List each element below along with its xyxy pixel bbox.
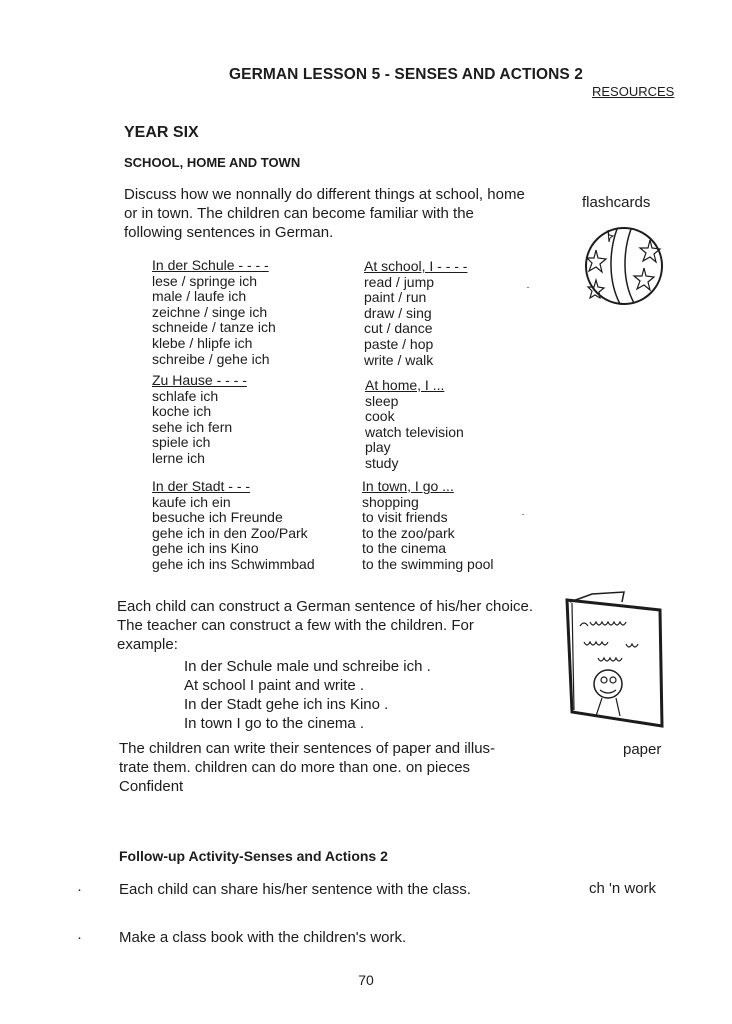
- vocab-line: spiele ich: [152, 434, 211, 451]
- example-sentences: [184, 657, 431, 733]
- resource-flashcards: flashcards: [582, 194, 651, 211]
- home-german-column: [152, 373, 247, 467]
- vocab-line: to the zoo/park: [362, 524, 455, 541]
- vocab-line: sleep: [365, 392, 399, 409]
- year-heading: YEAR SIX: [124, 124, 199, 141]
- book-icon: [562, 590, 672, 730]
- scan-speck: [527, 287, 529, 288]
- vocab-line: lerne ich: [152, 449, 205, 466]
- vocab-line: lese / springe ich: [152, 272, 258, 289]
- vocab-line: to the swimming pool: [362, 555, 494, 572]
- example-sentence: In town I go to the cinema .: [184, 715, 365, 732]
- example-sentence: In der Schule male und schreibe ich .: [184, 658, 431, 675]
- vocab-line: klebe / hlipfe ich: [152, 334, 253, 351]
- page-number: 70: [358, 972, 374, 988]
- town-german-column: [152, 479, 315, 573]
- vocab-line: shopping: [362, 493, 419, 510]
- town-german-heading: In der Stadt - - -: [152, 478, 251, 494]
- vocab-line: gehe ich ins Schwimmbad: [152, 555, 315, 572]
- school-german-column: [152, 258, 276, 367]
- school-german-heading: In der Schule - - - -: [152, 257, 269, 273]
- vocab-line: paint / run: [364, 289, 427, 306]
- vocab-line: cook: [365, 408, 395, 425]
- construct-paragraph: Each child can construct a German sentence of his/her choice. The teacher can construct a few with the children. For example:: [117, 598, 534, 653]
- vocab-line: koche ich: [152, 403, 212, 420]
- write-paragraph: [119, 739, 549, 796]
- vocab-line: study: [365, 454, 399, 471]
- section-subheading: SCHOOL, HOME AND TOWN: [124, 155, 301, 170]
- followup-item: Make a class book with the children's work.: [119, 929, 407, 946]
- school-english-column: [364, 259, 467, 368]
- vocab-line: schlafe ich: [152, 387, 219, 404]
- paragraph-line: The children can write their sentences of paper and illus-: [119, 740, 496, 757]
- ball-icon: [584, 226, 664, 306]
- vocab-line: schreibe / gehe ich: [152, 350, 270, 367]
- vocab-line: gehe ich ins Kino: [152, 540, 259, 557]
- town-english-column: [362, 479, 494, 573]
- vocab-line: write / walk: [364, 351, 434, 368]
- town-english-heading: In town, I go ...: [362, 478, 454, 494]
- scan-speck: [522, 514, 524, 515]
- bullet-dot: ·: [77, 929, 82, 946]
- followup-item: Each child can share his/her sentence with the class.: [119, 881, 471, 898]
- home-german-heading: Zu Hause - - - -: [152, 372, 247, 388]
- vocab-line: sehe ich fern: [152, 418, 233, 435]
- vocab-line: read / jump: [364, 273, 435, 290]
- vocab-line: to the cinema: [362, 540, 447, 557]
- vocab-line: watch television: [365, 423, 464, 440]
- resource-paper: paper: [623, 741, 662, 758]
- followup-heading: Follow-up Activity-Senses and Actions 2: [119, 848, 388, 864]
- vocab-line: gehe ich in den Zoo/Park: [152, 524, 308, 541]
- vocab-line: to visit friends: [362, 509, 448, 526]
- home-english-column: [365, 378, 464, 472]
- vocab-line: kaufe ich ein: [152, 493, 231, 510]
- vocab-line: paste / hop: [364, 335, 434, 352]
- vocab-line: schneide / tanze ich: [152, 319, 276, 336]
- vocab-line: male / laufe ich: [152, 288, 247, 305]
- resources-heading: RESOURCES: [592, 84, 675, 99]
- intro-paragraph: Discuss how we nonnally do different things at school, home or in town. The children can become familiar with the following sentences in German.: [124, 186, 525, 241]
- paragraph-line: Confident: [119, 778, 184, 795]
- vocab-line: cut / dance: [364, 320, 433, 337]
- school-english-heading: At school, I - - - -: [364, 258, 468, 274]
- vocab-line: play: [365, 439, 391, 456]
- bullet-dot: ·: [77, 881, 82, 898]
- resource-children-work: ch 'n work: [589, 880, 657, 897]
- paragraph-line: trate them. children can do more than one. on pieces: [119, 759, 471, 776]
- vocab-line: draw / sing: [364, 304, 432, 321]
- lesson-title: GERMAN LESSON 5 - SENSES AND ACTIONS 2: [228, 66, 584, 83]
- vocab-line: besuche ich Freunde: [152, 509, 283, 526]
- vocab-line: zeichne / singe ich: [152, 303, 268, 320]
- home-english-heading: At home, I ...: [365, 377, 445, 393]
- example-sentence: In der Stadt gehe ich ins Kino .: [184, 696, 389, 713]
- example-sentence: At school I paint and write .: [184, 677, 365, 694]
